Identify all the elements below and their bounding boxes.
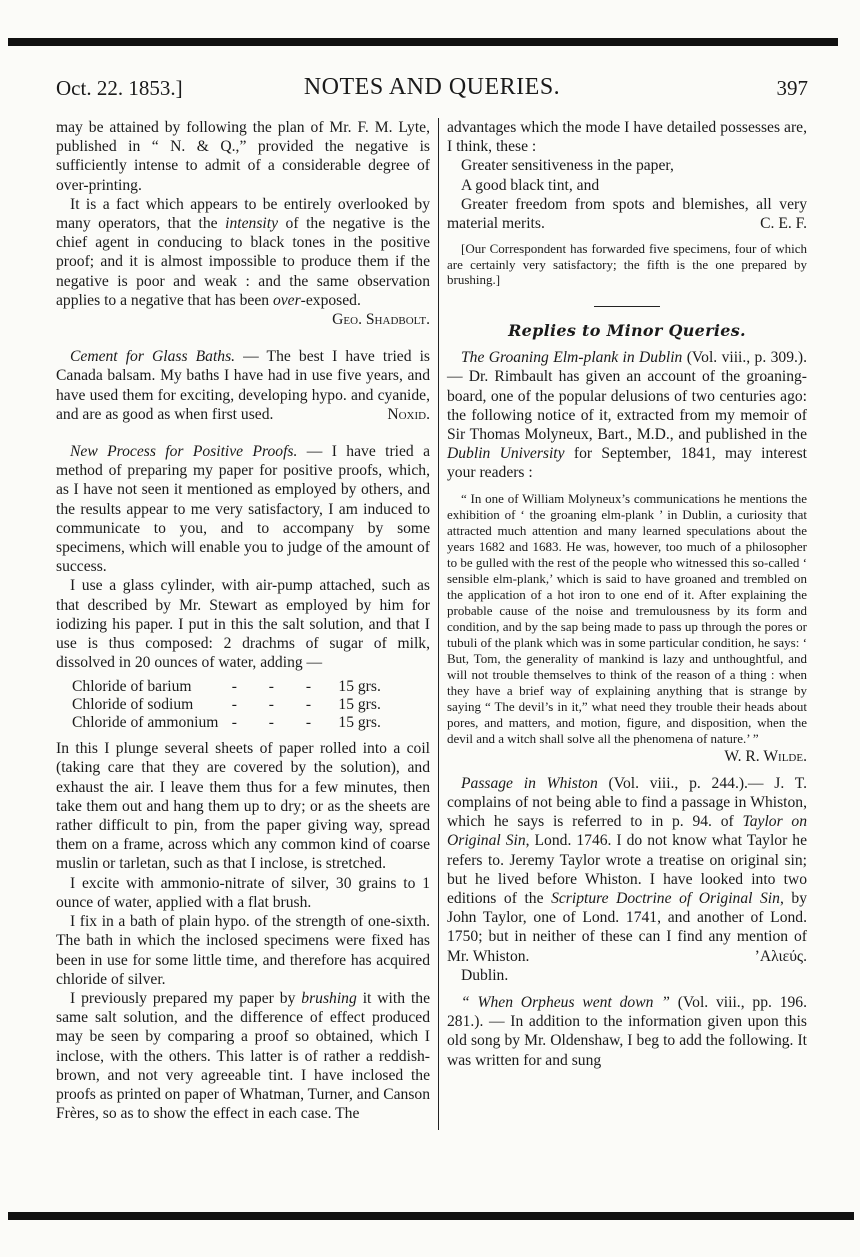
column-divider xyxy=(438,118,439,1130)
signature-cef: C. E. F. xyxy=(760,215,807,233)
page-header xyxy=(56,72,808,112)
recipe-dots: - - - xyxy=(231,713,326,731)
paragraph-groaning: The Groaning Elm-plank in Dublin (Vol. viii., p. 309.). — Dr. Rimbault has given an account of the groaning-board, one of the popular delusions of two centuries ago: the following notice of it, extracted from my memoir of Sir Thomas Molyneux, Bart., M.D., and published in the Dublin University for September, 1841, may interest your readers : xyxy=(447,349,808,482)
top-rule xyxy=(8,38,838,46)
groaning-quote: “ In one of William Molyneux’s communications he mentions the exhibition of ‘ the groaning elm-plank ’ in Dublin, a curiosity that attracted much attention and many learned speculations about the years 1682 and 1683. He was, however, too much of a philosopher to be gulled with the rest of the people who witnessed this so-called ‘ sensible elm-plank,’ which is said to have groaned and trembled on the application of a hot iron to one end of it. After explaining the probable cause of the noise and tremulousness by its form and condition, and by the sap being made to pass up through the pores or tubuli of the plank which was in some particular condition, he says: ‘ But, Tom, the generality of mankind is lazy and unthoughtful, and will not trouble themselves to think of the reason of a thing : when they have a brief way of explaining anything that is strange by saying “ The devil’s in it,” what need they trouble their heads about pores, and matters, and motion, figure, and disposition, when the devil and a witch shall solve all the phenomena of nature.’ ” xyxy=(447,490,807,746)
recipe-row xyxy=(72,696,381,714)
paragraph-fix: I fix in a bath of plain hypo. of the strength of one-sixth. The bath in which the inclosed specimens were fixed has been in use for some little time, and therefore has acquired chloride of silver. xyxy=(56,913,430,988)
advantage-item: A good black tint, and xyxy=(461,176,600,194)
header-date: Oct. 22. 1853.] xyxy=(56,76,183,100)
recipe-amount: 15 grs. xyxy=(338,713,381,731)
dublin-line: Dublin. xyxy=(461,966,509,984)
advantage-item: Greater freedom from spots and blemishes, all very material merits. C. E. F. xyxy=(447,195,807,233)
paragraph-advantages: advantages which the mode I have detailed possesses are, I think, these : xyxy=(447,119,807,156)
advantage-item: Greater sensitiveness in the paper, xyxy=(461,157,674,175)
recipe-row xyxy=(72,714,381,732)
signature-wilde: W. R. Wilde. xyxy=(724,747,807,765)
left-column xyxy=(56,118,430,1123)
paragraph-intensity: It is a fact which appears to be entirely overlooked by many operators, that the intensity of the negative is the chief agent in conducing to black tones in the positive proof; and it is almost impossible to produce them if the negative is poor and weak : and the same observation applies to a negative that has been over-exposed. xyxy=(56,195,430,309)
recipe-dots: - - - xyxy=(231,678,326,696)
recipe-table xyxy=(72,678,381,731)
signature-noxid: Noxid. xyxy=(387,405,430,423)
recipe-ingredient: Chloride of barium xyxy=(72,678,192,696)
recipe-amount: 15 grs. xyxy=(338,696,381,714)
recipe-dots: - - - xyxy=(231,696,326,714)
paragraph-cement: Cement for Glass Baths. — The best I have tried is Canada balsam. My baths I have had in use five years, and have used them for exciting, developing hypo. and cyanide, and are as good as when first used. Noxid. xyxy=(56,348,430,423)
section-rule xyxy=(594,306,660,307)
paragraph-previously: I previously prepared my paper by brushing it with the same salt solution, and the difference of effect produced may be seen by comparing a proof so obtained, which I inclose, with the others. This latter is of rather a reddish-brown, and not very agreeable tint. I have inclosed the proofs as printed on paper of Whatman, Turner, and Canson Frères, so as to show the effect in each case. The xyxy=(56,989,430,1123)
paragraph-orpheus: “ When Orpheus went down ” (Vol. viii., pp. 196. 281.). — In addition to the information given upon this old song by Mr. Oldenshaw, I beg to add the following. It was written for and sung xyxy=(447,994,808,1069)
process-title: New Process for Positive Proofs. xyxy=(70,443,298,461)
cement-title: Cement for Glass Baths. xyxy=(70,348,236,366)
whiston-title: Passage in Whiston xyxy=(461,774,598,792)
bottom-rule xyxy=(8,1212,854,1220)
recipe-row xyxy=(72,678,381,696)
paragraph-whiston: Passage in Whiston (Vol. viii., p. 244.).— J. T. complains of not being able to find a passage in Whiston, which he says is referred to in p. 94. of Taylor on Original Sin, Lond. 1746. I do not know what Taylor he refers to. Jeremy Taylor wrote a treatise on original sin; but he lived before Whiston. I have looked into two editions of the Scripture Doctrine of Original Sin, by John Taylor, one of Lond. 1741, and another of Lond. 1750; but in neither of these can I find any mention of Mr. Whiston. ’Aλιεύς. xyxy=(447,774,808,965)
recipe-ingredient: Chloride of sodium xyxy=(72,696,194,714)
editor-note: [Our Correspondent has forwarded five specimens, four of which are certainly very satisfactory; the fifth is the one prepared by brushing.] xyxy=(447,241,807,288)
paragraph-excite: I excite with ammonio-nitrate of silver, 30 grains to 1 ounce of water, applied with a flat brush. xyxy=(56,874,430,911)
paragraph-lyte: may be attained by following the plan of Mr. F. M. Lyte, published in “ N. & Q.,” provided the negative is sufficiently intense to admit of a considerable degree of over-printing. xyxy=(56,119,430,194)
signature-shadbolt: Geo. Shadbolt. xyxy=(332,311,430,329)
page-number: 397 xyxy=(776,76,808,100)
section-heading: Replies to Minor Queries. xyxy=(508,321,746,340)
signature-greek: ’Aλιεύς. xyxy=(754,947,807,965)
recipe-amount: 15 grs. xyxy=(338,678,381,696)
paragraph-glass-cylinder: I use a glass cylinder, with air-pump attached, such as that described by Mr. Stewart as employed by him for iodizing his paper. I put in this the salt solution, and that I use is thus composed: 2 drachms of sugar of milk, dissolved in 20 ounces of water, adding — xyxy=(56,577,430,672)
recipe-ingredient: Chloride of ammonium xyxy=(72,713,219,731)
right-column xyxy=(447,118,807,1070)
orpheus-title: “ When Orpheus went down ” xyxy=(461,994,670,1012)
header-title: NOTES AND QUERIES. xyxy=(303,74,561,100)
groaning-title: The Groaning Elm-plank in Dublin xyxy=(461,349,683,367)
paragraph-process: New Process for Positive Proofs. — I have tried a method of preparing my paper for positive proofs, which, as I have not seen it mentioned as employed by others, and the results appear to me very satisfactory, I am induced to communicate to you, and to accompany by some specimens, which will enable you to judge of the amount of success. xyxy=(56,443,430,576)
paragraph-plunge: In this I plunge several sheets of paper rolled into a coil (taking care that they are covered by the solution), and exhaust the air. I leave them thus for a few minutes, then take them out and hang them up to dry; or as the sheets are rather difficult to pin, from the paper giving way, spread them on a frame, across which any common kind of coarse muslin or tarletan, such as that I inclose, is stretched. xyxy=(56,740,430,873)
